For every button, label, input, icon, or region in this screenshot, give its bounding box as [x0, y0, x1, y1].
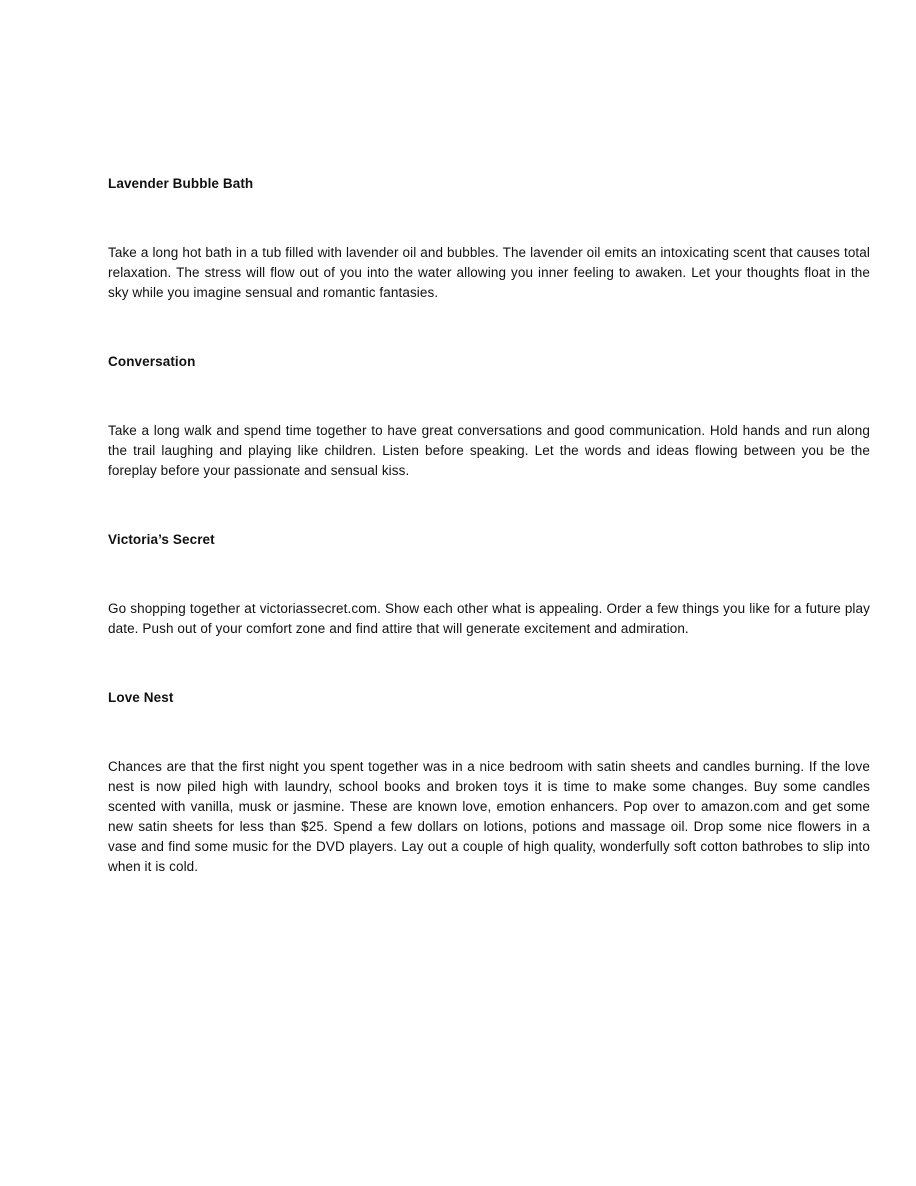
- section-heading: Love Nest: [108, 690, 174, 705]
- section-victorias-secret: [108, 530, 870, 639]
- section-paragraph: Take a long hot bath in a tub filled with lavender oil and bubbles. The lavender oil emits an intoxicating scent that causes total relaxation. The stress will flow out of you into the water allowing you inner feeling to awaken. Let your thoughts float in the sky while you imagine sensual and romantic fantasies.: [108, 245, 870, 300]
- section-lavender-bubble-bath: [108, 174, 870, 303]
- section-paragraph: Chances are that the first night you spent together was in a nice bedroom with satin sheets and candles burning. If the love nest is now piled high with laundry, school books and broken toys it is time to make some changes. Buy some candles scented with vanilla, musk or jasmine. These are known love, emotion enhancers. Pop over to amazon.com and get some new satin sheets for less than $25. Spend a few dollars on lotions, potions and massage oil. Drop some nice flowers in a vase and find some music for the DVD players. Lay out a couple of high quality, wonderfully soft cotton bathrobes to slip into when it is cold.: [108, 759, 870, 874]
- section-conversation: [108, 352, 870, 481]
- section-heading: Conversation: [108, 354, 196, 369]
- section-love-nest: [108, 688, 870, 877]
- section-heading: Victoria’s Secret: [108, 532, 215, 547]
- section-paragraph: Go shopping together at victoriassecret.com. Show each other what is appealing. Order a few things you like for a future play date. Push out of your comfort zone and find attire that will generate excitement and admiration.: [108, 601, 870, 636]
- section-paragraph: Take a long walk and spend time together to have great conversations and good communication. Hold hands and run along the trail laughing and playing like children. Listen before speaking. Let the words and ideas flowing between you be the foreplay before your passionate and sensual kiss.: [108, 423, 870, 478]
- section-heading: Lavender Bubble Bath: [108, 176, 254, 191]
